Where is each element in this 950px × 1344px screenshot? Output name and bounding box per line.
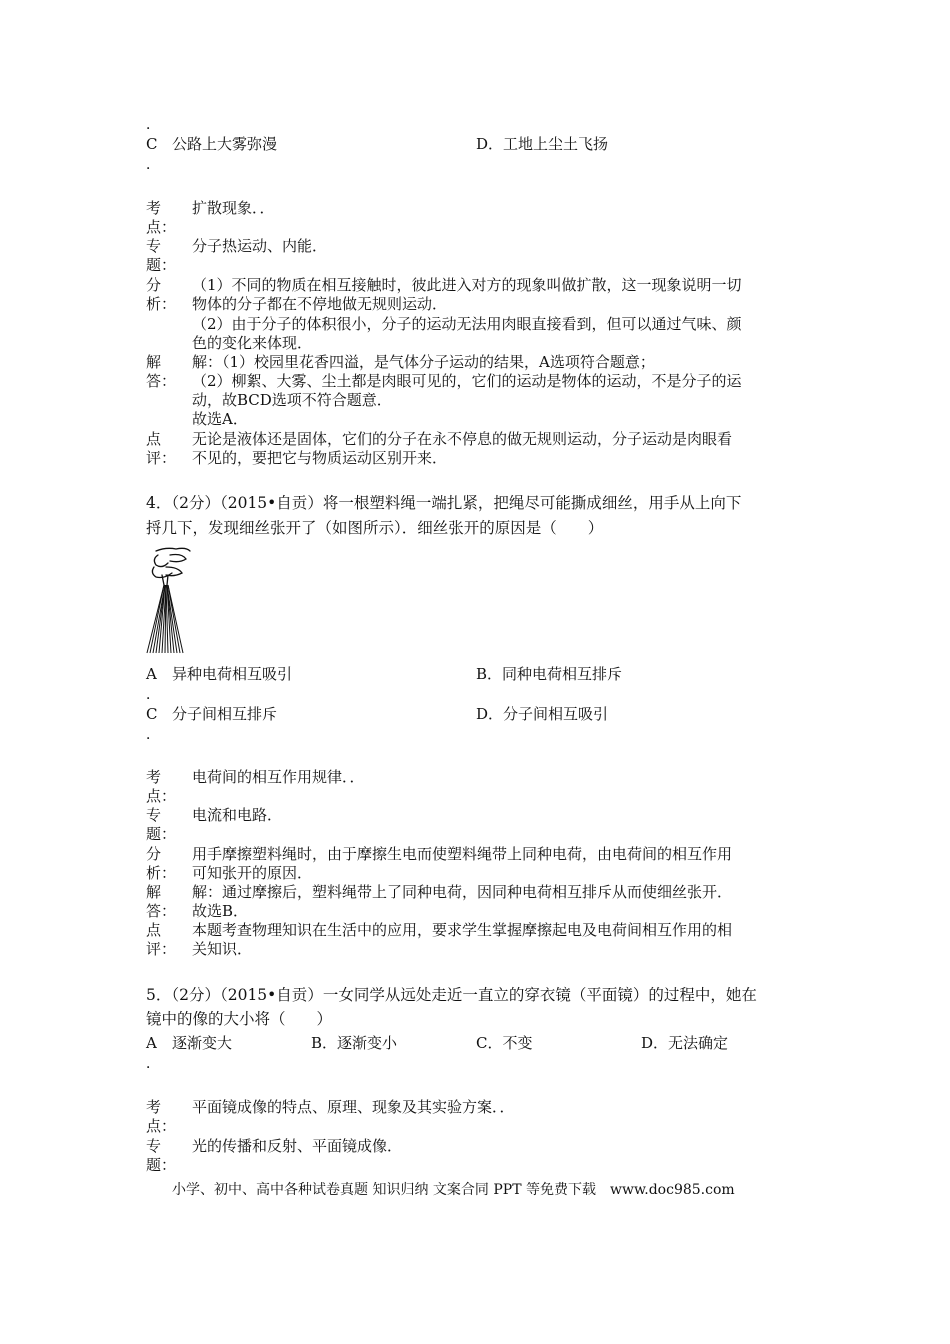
q3-zhuanti: 分子热运动、内能． [192, 237, 328, 255]
q3-jieda-line2: （2）柳絮、大雾、尘土都是肉眼可见的，它们的运动是物体的运动，不是分子的运 [192, 372, 742, 390]
q4-option-a: 异种电荷相互吸引 [172, 665, 293, 683]
option-dot: ． [146, 727, 160, 743]
q3-jieda-line1: 解：（1）校园里花香四溢，是气体分子运动的结果，A选项符合题意； [192, 353, 655, 371]
q3-jieda-line4: 故选A． [192, 410, 248, 428]
q3-dianping-line2: 不见的，要把它与物质运动区别开来． [192, 449, 448, 467]
label-dian2: 点 [146, 921, 162, 939]
label-dian: 点： [146, 1117, 177, 1135]
q4-fenxi-line2: 可知张开的原因． [192, 864, 313, 882]
q3-kaodian: 扩散现象．． [192, 199, 275, 217]
label-ping: 评： [146, 449, 177, 467]
label-dian: 点： [146, 218, 177, 236]
q5-option-c: C．不变 [476, 1034, 533, 1052]
q4-jieda-line1: 解：通过摩擦后，塑料绳带上了同种电荷，因同种电荷相互排斥从而使细丝张开． [192, 883, 733, 901]
label-dian: 点： [146, 787, 177, 805]
q4-dianping-line2: 关知识． [192, 940, 253, 958]
option-letter-c: C [146, 135, 158, 153]
option-letter-a: A [146, 1034, 157, 1052]
label-jie: 解 [146, 353, 162, 371]
q5-stem-line2: 镜中的像的大小将（ ） [146, 1010, 333, 1028]
q5-kaodian: 平面镜成像的特点、原理、现象及其实验方案．． [192, 1098, 515, 1116]
q4-option-c: 分子间相互排斥 [172, 705, 278, 723]
q4-stem-line2: 捋几下，发现细丝张开了（如图所示）．细丝张开的原因是（ ） [146, 519, 604, 537]
q5-option-a: 逐渐变大 [172, 1034, 233, 1052]
q4-fenxi-line1: 用手摩擦塑料绳时，由于摩擦生电而使塑料绳带上同种电荷，由电荷间的相互作用 [192, 845, 733, 863]
q3-jieda-line3: 动，故BCD选项不符合题意． [192, 391, 392, 409]
q5-zhuanti: 光的传播和反射、平面镜成像． [192, 1137, 403, 1155]
q3-option-d: 工地上尘土飞扬 [503, 135, 609, 153]
q3-fenxi-line2: 物体的分子都在不停地做无规则运动． [192, 295, 448, 313]
label-xi: 析： [146, 295, 177, 313]
option-letter-c: C [146, 705, 158, 723]
label-fen: 分 [146, 276, 162, 294]
option-dot: ． [146, 117, 160, 133]
label-ti: 题： [146, 256, 177, 274]
label-zhuan: 专 [146, 237, 162, 255]
q3-dianping-line1: 无论是液体还是固体，它们的分子在永不停息的做无规则运动，分子运动是肉眼看 [192, 430, 733, 448]
label-ti: 题： [146, 825, 177, 843]
q3-option-d-letter: D． [476, 135, 504, 153]
q4-zhuanti: 电流和电路． [192, 806, 283, 824]
label-fen: 分 [146, 845, 162, 863]
q5-option-b: B．逐渐变小 [311, 1034, 398, 1052]
q5-stem-line1: 5．（2分）（2015•自贡）一女同学从远处走近一直立的穿衣镜（平面镜）的过程中，她在 [146, 986, 757, 1004]
label-da: 答： [146, 372, 177, 390]
label-kao: 考 [146, 1098, 162, 1116]
option-dot: ． [146, 687, 160, 703]
label-zhuan: 专 [146, 806, 162, 824]
q4-option-d: D．分子间相互吸引 [476, 705, 609, 723]
q4-jieda-line2: 故选B． [192, 902, 249, 920]
label-zhuan: 专 [146, 1137, 162, 1155]
label-kao: 考 [146, 768, 162, 786]
q4-kaodian: 电荷间的相互作用规律．． [192, 768, 365, 786]
q3-fenxi-line3: （2）由于分子的体积很小，分子的运动无法用肉眼直接看到，但可以通过气味、颜 [192, 315, 742, 333]
label-kao: 考 [146, 199, 162, 217]
label-dian2: 点 [146, 430, 162, 448]
label-da: 答： [146, 902, 177, 920]
label-ti: 题： [146, 1156, 177, 1174]
q4-stem-line1: 4．（2分）（2015•自贡）将一根塑料绳一端扎紧，把绳尽可能撕成细丝，用手从上向下 [146, 494, 742, 512]
option-dot: ． [146, 1056, 160, 1072]
q5-option-d: D．无法确定 [641, 1034, 729, 1052]
option-dot: ． [146, 157, 160, 173]
option-letter-a: A [146, 665, 157, 683]
q4-dianping-line1: 本题考查物理知识在生活中的应用，要求学生掌握摩擦起电及电荷间相互作用的相 [192, 921, 733, 939]
q4-option-b: B．同种电荷相互排斥 [476, 665, 623, 683]
q3-option-c: 公路上大雾弥漫 [172, 135, 278, 153]
label-jie: 解 [146, 883, 162, 901]
label-xi: 析： [146, 864, 177, 882]
label-ping: 评： [146, 940, 177, 958]
plastic-rope-figure [142, 545, 196, 655]
q3-fenxi-line1: （1）不同的物质在相互接触时，彼此进入对方的现象叫做扩散，这一现象说明一切 [192, 276, 742, 294]
q3-fenxi-line4: 色的变化来体现． [192, 334, 313, 352]
page-footer: 小学、初中、高中各种试卷真题 知识归纳 文案合同 PPT 等免费下载 www.doc985.com [172, 1182, 735, 1198]
